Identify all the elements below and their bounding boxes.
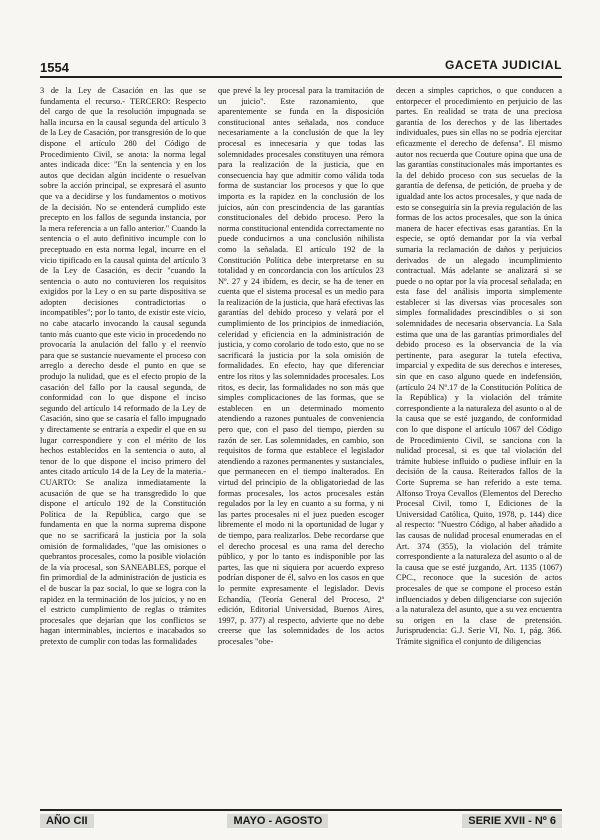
body-text bbox=[40, 86, 562, 806]
journal-title: GACETA JUDICIAL bbox=[445, 58, 562, 72]
footer-months: MAYO - AGOSTO bbox=[227, 814, 328, 828]
footer-year: AÑO CII bbox=[40, 814, 94, 828]
paragraph: 3 de la Ley de Casación en las que se fundamenta el recurso.- TERCERO: Respecto del cargo de que la resolución impugnada se halla incursa en la causal segunda del artículo 3 de la Ley de Casación, por transgresión de lo que dispone el artículo 280 del Código de Procedimiento Civil, se anota: la norma legal antes indicada dice: "En la sentencia y en los autos que decidan algún incidente o resuelvan sobre la acción principal, se expresará el asunto que va a decidirse y los fundamentos o motivos de la decisión. No se entenderá cumplido este precepto en los fallos de segunda instancia, por la mera referencia a un fallo anterior." Cuando la sentencia o el auto definitivo incumple con lo preceptuado en esta norma legal, incurre en el vicio tipificado en la causal quinta del artículo 3 de la Ley de Casación, es decir "cuando la sentencia o auto no contuvieren los requisitos exigidos por la Ley o en su parte dispositiva se adopten decisiones contradictorias o incompatibles"; por lo tanto, de existir este vicio, no cabe atacarlo invocando la causal segunda tanto más cuanto que este vicio in procedendo no provocaría la anulación del fallo y el reenvío para que se sustancie nuevamente el proceso con arreglo a derecho desde el punto en que se produjo la nulidad, que es el efecto propio de la casación del fallo por la causal segunda, de conformidad con lo que dispone el inciso segundo del artículo 14 reformado de la Ley de Casación, sino que se casaría el fallo impugnado y directamente se entraría a expedir el que en su lugar correspondiere y con el mérito de los hechos establecidos en la sentencia o auto, al tenor de lo que dispone el inciso primero del antes citado artículo 14 de la Ley de la materia.- CUARTO: Se analiza inmediatamente la acusación de que se ha transgredido lo que dispone el artículo 192 de la Constitución Política de la República, cargo que se fundamenta en que la norma suprema dispone que no se sacrificará la justicia por la sola omisión de formalidades, "que las omisiones o quebrantos procesales, como la posible violación de la vía procesal, son SANEABLES, porque el fin primordial de la administración de justicia es el de buscar la paz social, lo que se logra con la rapidez en la terminación de los juicios, y no en el estricto cumplimiento de reglas o trámites procesales que dejarían que los conflictos se hagan interminables, inciertos e inacabados so pretexto de cumplir con todas las formalidades bbox=[40, 86, 206, 646]
page-number: 1554 bbox=[40, 60, 69, 75]
footer bbox=[40, 812, 562, 830]
header-rule bbox=[40, 76, 562, 78]
paragraph: decen a simples caprichos, o que conducen a entorpecer el procedimiento en perjuicio de las partes. En realidad se trata de una preciosa garantía de los derechos y de las libertades individuales, pues sin ellas no se podría ejercitar eficazmente el derecho de defensa". El mismo autor nos recuerda que Couture opina que una de las garantías constitucionales más importantes es la del debido proceso con sus secuelas de la garantía de defensa, de petición, de prueba y de igualdad ante los actos procesales, y que nada de esto se conseguiría sin la previa regulación de las formas de los actos procesales, que son la única manera de hacer efectivas esas garantías. En la especie, se optó demandar por la vía verbal sumaria la reclamación de daños y perjuicios derivados de un alegado incumplimiento contractual. Más adelante se analizará si se puede o no optar por la vía procesal señalada; en esta fase del análisis importa simplemente establecer si las diversas vías procesales son simples formalidades prescindibles o si son solemnidades de necesaria observancia. La Sala estima que una de las garantías primordiales del debido proceso es la observancia de la vía pertinente, para asegurar la tutela efectiva, imparcial y expedita de sus derechos e intereses, sin que en caso alguno quede en indefensión, (artículo 24 Nº.17 de la Constitución Política de la República) y la violación del trámite correspondiente a la naturaleza del asunto o al de la causa que se esté juzgando, de conformidad con lo que dispone el artículo 1067 del Código de Procedimiento Civil, se sanciona con la nulidad procesal, si es que tal violación del trámite hubiese influido o pudiese influir en la decisión de la causa. Reiterados fallos de la Corte Suprema se han referido a este tema. Alfonso Troya Cevallos (Elementos del Derecho Procesal Civil, tomo I, Ediciones de la Universidad Católica, Quito, 1978, p. 144) dice al respecto: "Nuestro Código, al haber añadido a las causas de nulidad procesal enumeradas en el Art. 374 (355), la violación del trámite correspondiente a la naturaleza del asunto o al de la causa que se esté juzgando, Art. 1135 (1067) CPC., reconoce que la sucesión de actos procesales de que se compone el proceso están influenciados y deben diligenciarse con sujeción a la naturaleza del asunto, que a su vez encuentra su origen en la clase de pretensión. Jurisprudencia: G.J. Serie VI, No. 1, pág. 366. Trámite significa el conjunto de diligencias bbox=[396, 86, 562, 646]
text-column-2 bbox=[218, 86, 384, 806]
text-column-1 bbox=[40, 86, 206, 806]
text-column-3 bbox=[396, 86, 562, 806]
footer-series: SERIE XVII - Nº 6 bbox=[462, 814, 562, 828]
paragraph: que prevé la ley procesal para la tramitación de un juicio". Este razonamiento, que aparentemente se funda en la disposición constitucional antes señalada, nos conduce necesariamente a la conclusión de que la ley procesal es innecesaria y que todas las solemnidades procesales constituyen una rémora para la realización de la justicia, que en consecuencia hay que admitir como válida toda forma de sustanciar los procesos y que lo que importa es la rapidez en la conclusión de los juicios, aún con prescindencia de las garantías constitucionales del debido proceso. Pero la norma constitucional entendida correctamente no puede conducirnos a una conclusión nihilista como la señalada. El artículo 192 de la Constitución Política debe interpretarse en su totalidad y en concordancia con los artículos 23 Nº. 27 y 24 ibídem, es decir, se ha de tener en cuenta que el sistema procesal es un medio para la realización de la justicia, que hará efectivas las garantías del debido proceso y velará por el cumplimiento de los principios de inmediación, celeridad y eficiencia en la administración de justicia, y como corolario de todo esto, que no se sacrificará la justicia por la sola omisión de formalidades. En efecto, hay que diferenciar entre los ritos y las solemnidades procesales. Los ritos, es decir, las formalidades no son más que simples complicaciones de las formas, que se establecen en un determinado momento atendiendo a razones puntuales de conveniencia pero que, con el paso del tiempo, pierden su razón de ser. Las solemnidades, en cambio, son requisitos de forma que establece el legislador atendiendo a razones permanentes y sustanciales, que permanecen en el tiempo inalterados. En virtud del principio de la obligatoriedad de las formas procesales, los actos procesales están regulados por la ley en cuanto a su forma, y ni las partes procesales ni el juez pueden escoger libremente el modo ni la oportunidad de lugar y de tiempo, para realizarlos. Debe recordarse que el derecho procesal es una rama del derecho público, y por lo tanto es indisponible por las partes, las que ni siquiera por acuerdo expreso podrían disponer de él, salvo en los casos en que lo permite expresamente el legislador. Devis Echandía, (Teoría General del Proceso, 2ª edición, Editorial Universidad, Buenos Aires, 1997, p. 377) al respecto, advierte que no debe creerse que las solemnidades de los actos procesales "obe- bbox=[218, 86, 384, 646]
footer-rule bbox=[40, 809, 562, 811]
